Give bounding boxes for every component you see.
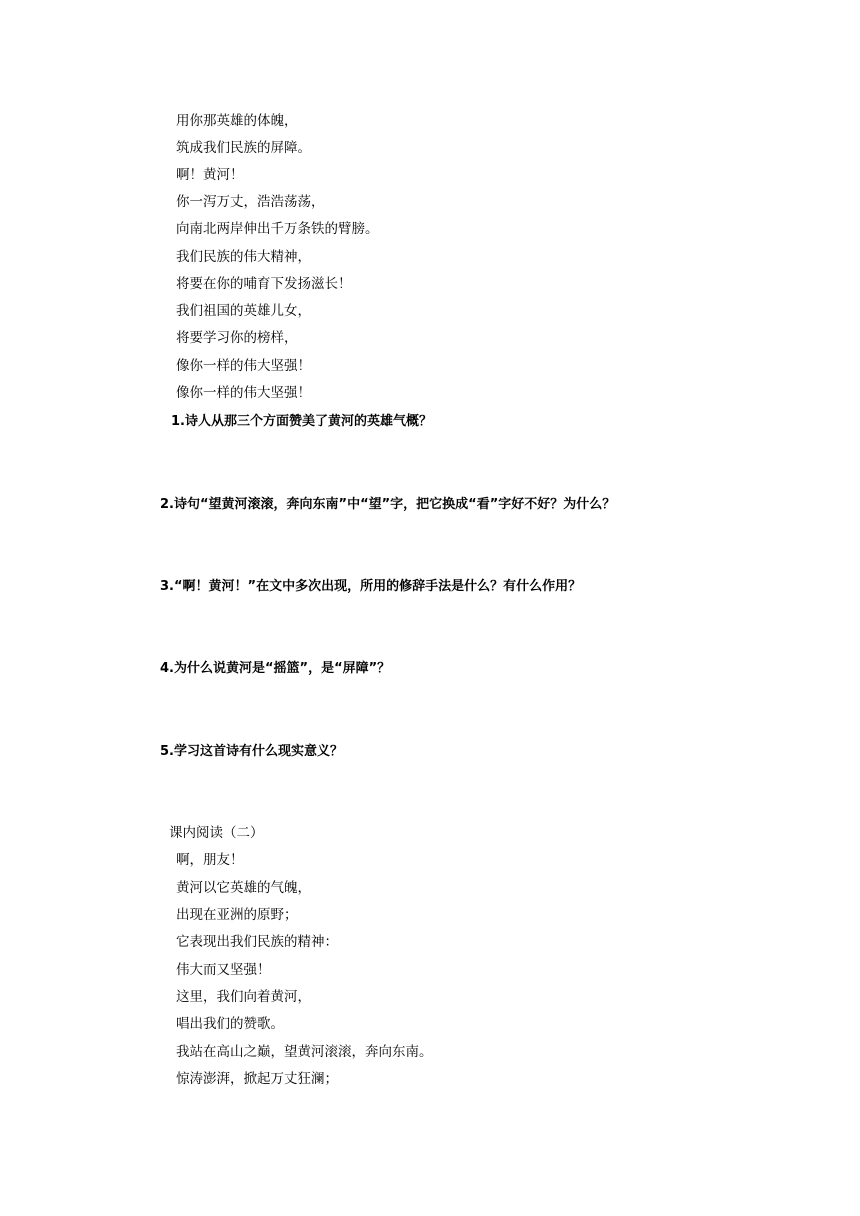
poem-line: 出现在亚洲的原野；: [176, 907, 298, 923]
poem-line: 它表现出我们民族的精神：: [176, 934, 338, 950]
poem-line: 伟大而又坚强！: [176, 962, 271, 978]
poem-line: 我站在高山之巅，望黄河滚滚，奔向东南。: [176, 1044, 433, 1060]
question-4: 4.为什么说黄河是“摇篮”，是“屏障”？: [160, 661, 391, 676]
question-5: 5.学习这首诗有什么现实意义？: [160, 744, 343, 759]
poem-line: 啊，朋友！: [176, 852, 244, 868]
poem-line: 像你一样的伟大坚强！: [176, 385, 311, 401]
poem-line: 啊！黄河！: [176, 167, 244, 183]
section-title: 课内阅读（二）: [169, 825, 264, 841]
poem-line: 你一泻万丈，浩浩荡荡，: [176, 194, 325, 210]
poem-line: 将要在你的哺育下发扬滋长！: [176, 276, 352, 292]
question-2: 2.诗句“望黄河滚滚，奔向东南”中“望”字，把它换成“看”字好不好？为什么？: [160, 497, 616, 512]
question-3: 3.“啊！黄河！”在文中多次出现，所用的修辞手法是什么？有什么作用？: [160, 579, 582, 594]
poem-line: 用你那英雄的体魄，: [176, 113, 298, 129]
question-1: 1.诗人从那三个方面赞美了黄河的英雄气概？: [171, 414, 432, 429]
poem-line: 向南北两岸伸出千万条铁的臂膀。: [176, 221, 379, 237]
poem-line: 我们祖国的英雄儿女，: [176, 303, 311, 319]
poem-line: 筑成我们民族的屏障。: [176, 140, 311, 156]
poem-line: 黄河以它英雄的气魄，: [176, 880, 311, 896]
poem-line: 将要学习你的榜样，: [176, 330, 298, 346]
poem-line: 唱出我们的赞歌。: [176, 1016, 284, 1032]
poem-line: 像你一样的伟大坚强！: [176, 358, 311, 374]
poem-line: 我们民族的伟大精神，: [176, 249, 311, 265]
poem-line: 这里，我们向着黄河，: [176, 989, 311, 1005]
poem-line: 惊涛澎湃，掀起万丈狂澜；: [176, 1071, 338, 1087]
